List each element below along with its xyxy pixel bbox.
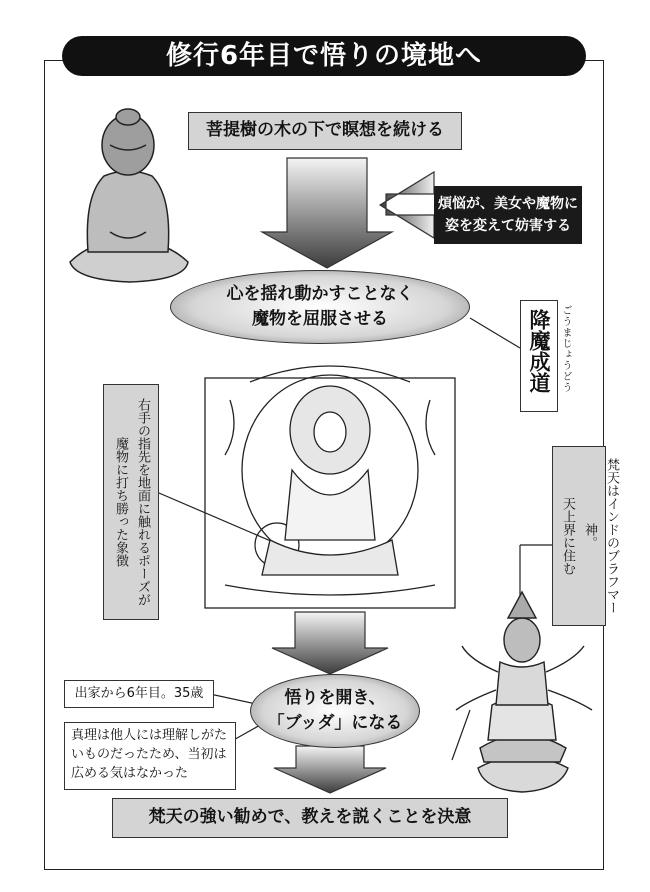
enlightened-buddha-illustration (205, 366, 455, 608)
step4-box: 梵天の強い勧めで、教えを説くことを決意 (112, 798, 508, 838)
down-arrow-1 (262, 158, 392, 268)
truth-line-1: 真理は他人には理解しがた (71, 728, 228, 743)
truth-note (64, 722, 236, 790)
brahma-caption-box (552, 446, 619, 626)
step2-line-1: 心を揺れ動かすことなく (226, 284, 414, 304)
pose-caption-line-2: 魔物に打ち勝った象徴 (113, 437, 128, 567)
obstacle-line-2: 姿を変えて妨害する (445, 218, 571, 234)
left-arrow (380, 172, 434, 238)
down-arrow-3 (274, 746, 386, 793)
down-arrow-2 (272, 612, 388, 674)
step2-ellipse (170, 270, 470, 344)
pose-caption-line-1: 右手の指先を地面に触れるポーズが (135, 398, 150, 606)
truth-line-2: いものだったため、当初は (71, 747, 227, 762)
step3-ellipse (250, 674, 420, 748)
step2-line-2: 魔物を屈服させる (252, 309, 388, 329)
step1-box: 菩提樹の木の下で瞑想を続ける (188, 112, 462, 150)
age-note: 出家から6年目。35歳 (64, 680, 214, 708)
brahma-leader-2 (452, 710, 470, 760)
pose-leader (152, 490, 280, 545)
pose-caption-box (103, 384, 159, 620)
obstacle-box (434, 186, 582, 244)
term-ruby: ごうまじょうどう (560, 305, 571, 393)
brahma-caption-line-1: 梵天はインドのブラフマー神。 (582, 458, 619, 614)
brahma-caption-line-2: 天上界に住む (560, 497, 575, 575)
seated-buddha-illustration (70, 109, 188, 282)
term-text: 降魔成道 (527, 309, 551, 393)
page-title: 修行6年目で悟りの境地へ (62, 36, 586, 76)
step3-line-1: 悟りを開き、 (284, 688, 386, 708)
age-leader (210, 694, 256, 704)
truth-line-3: 広める気はなかった (71, 766, 189, 781)
term-box (520, 300, 558, 412)
obstacle-line-1: 煩悩が、美女や魔物に (438, 196, 578, 212)
step3-line-2: 「ブッダ」になる (267, 713, 403, 733)
term-leader (470, 318, 520, 348)
